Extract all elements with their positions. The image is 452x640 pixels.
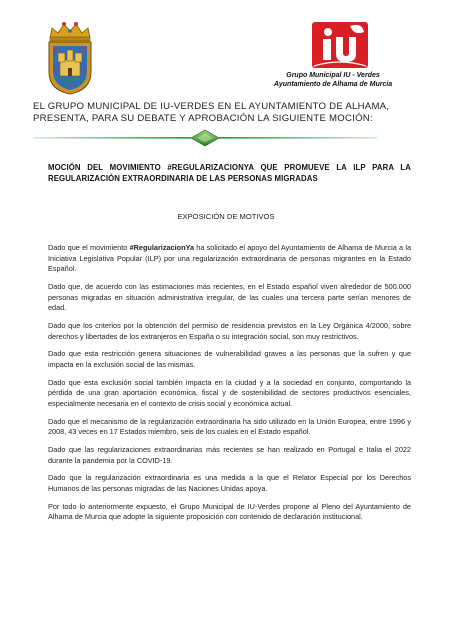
paragraph-5: Dado que esta exclusión social también impacta en la ciudad y a la sociedad en conjunto, comportando la pérdida de una gran aportación económica, fiscal y de sostenibilidad de sectores productivos esenciales, especialmente necesaria en el contexto de crisis social y económica actual.: [48, 377, 411, 408]
intro-heading: [33, 101, 421, 125]
paragraph-4: Dado que esta restricción genera situaciones de vulnerabilidad graves a las personas que la sufren y que impacta en la exclusión social de las mismas.: [48, 349, 411, 369]
body-text: [48, 243, 411, 530]
hashtag-regularizacionya: #RegularizacionYa: [129, 243, 195, 252]
intro-line2: PRESENTA, PARA SU DEBATE Y APROBACIÓN LA SIGUIENTE MOCIÓN:: [33, 113, 373, 124]
paragraph-9: Por todo lo anteriormente expuesto, el Grupo Municipal de IU-Verdes propone al Pleno del Ayuntamiento de Alhama de Murcia que adopte la siguiente proposición con contenido de declaración institucional.: [48, 501, 411, 522]
paragraph-1-pre: Dado que el movimiento: [48, 243, 130, 252]
paragraph-7: Dado que las regularizaciones extraordinarias más recientes se han realizado en Portugal e Italia el 2022 durante la pandemia por la COVID-19.: [48, 445, 411, 465]
iu-verdes-logo-icon: [298, 20, 382, 72]
green-divider-ornament: [33, 129, 377, 147]
paragraph-1-post: ha solicitado el apoyo del Ayuntamiento de Alhama de Murcia a la Iniciativa Legislativa Popular (ILP) por una regularización extraordinaria de personas migrantes en la Estado Español.: [48, 243, 412, 274]
party-caption-line2: Ayuntamiento de Alhama de Murcia: [273, 81, 393, 88]
paragraph-8: Dado que la regularización extraordinaria es una medida a la que el Relator Especial por los Derechos Humanos de las personas migradas de las Naciones Unidas apoya.: [48, 473, 411, 493]
party-caption-line1: Grupo Municipal IU - Verdes: [286, 72, 380, 79]
motion-title: MOCIÓN DEL MOVIMIENTO #REGULARIZACIONYA QUE PROMUEVE LA ILP PARA LA REGULARIZACIÓN EXTRAORDINARIA DE LAS PERSONAS MIGRADAS: [48, 163, 411, 183]
alhama-de-murcia-coat-of-arms-icon: [40, 20, 100, 96]
paragraph-6: Dado que el mecanismo de la regularización extraordinaria ha sido utilizado en la Unión Europea, entre 1996 y 2008, 43 veces en 17 Estados miembro, seis de los cuales en el Estado español.: [48, 416, 411, 437]
intro-line1: EL GRUPO MUNICIPAL DE IU-VERDES EN EL AYUNTAMIENTO DE ALHAMA,: [33, 101, 390, 112]
paragraph-3: Dado que los criterios por la obtención del permiso de residencia previstos en la Ley Orgánica 4/2000, sobre derechos y libertades de los extranjeros en España o su integración social, son muy restrictivos.: [48, 320, 411, 341]
section-title: EXPOSICIÓN DE MOTIVOS: [177, 212, 275, 221]
party-caption: [258, 71, 408, 89]
paragraph-2: Dado que, de acuerdo con las estimaciones más recientes, en el Estado español viven alrededor de 500.000 personas migradas en situación administrativa irregular, de las cuales una tercera parte serían menores de edad.: [48, 281, 411, 313]
paragraph-1: [48, 243, 411, 275]
